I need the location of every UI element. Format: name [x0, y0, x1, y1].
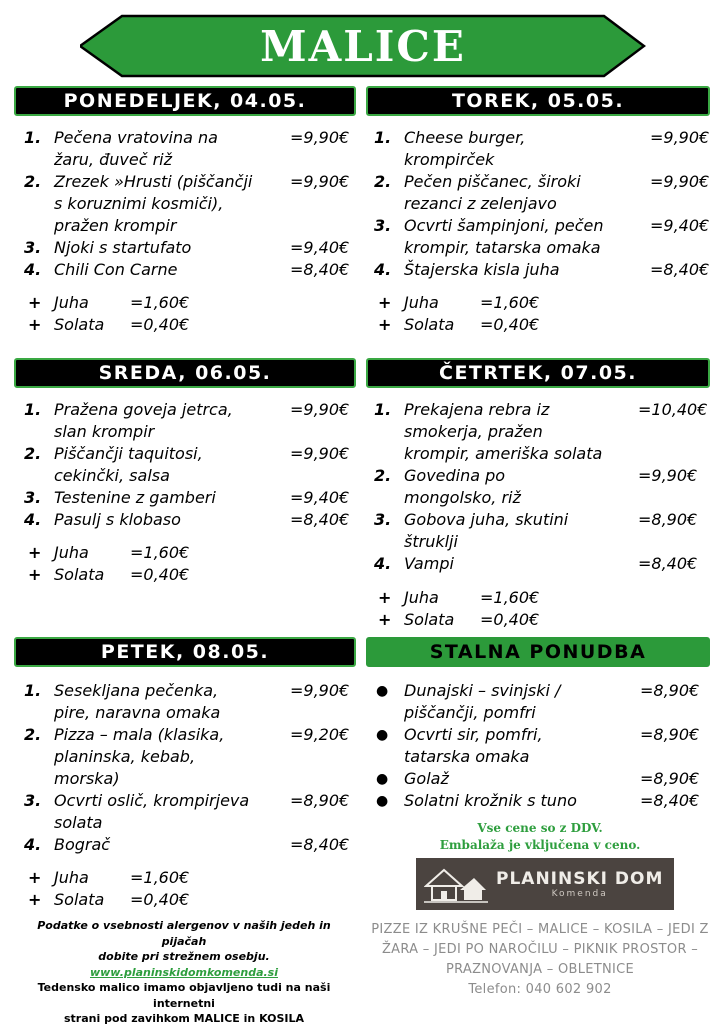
day-header-thursday: ČETRTEK, 07.05. — [366, 358, 710, 388]
item-number: 2. — [374, 172, 392, 191]
day-header-friday: PETEK, 08.05. — [14, 637, 356, 667]
item-name-line: Piščančji taquitosi, — [54, 444, 203, 463]
extra-item — [24, 889, 224, 911]
item-price: =8,90€ — [640, 769, 700, 788]
item-number: 3. — [374, 216, 392, 235]
item-name-line: solata — [54, 813, 103, 832]
item-number: 4. — [24, 260, 42, 279]
menu-item — [24, 790, 356, 834]
extra-item — [24, 564, 224, 586]
planinski-dom-logo — [416, 858, 674, 910]
item-price: =9,90€ — [290, 128, 350, 147]
item-number: 4. — [24, 510, 42, 529]
item-name-line: s koruznimi kosmiči), — [54, 194, 224, 213]
item-price: =10,40€ — [638, 400, 708, 419]
allergen-line-3: Tedensko malico imamo objavljeno tudi na naši internetni — [37, 981, 331, 1010]
allergen-line-1: Podatke o vsebnosti alergenov v naših jedeh in pijačah — [37, 919, 331, 948]
services-info — [370, 920, 710, 1000]
extra-item — [374, 292, 574, 314]
wednesday-menu — [24, 399, 356, 531]
vat-note: Vse cene so z DDV. — [477, 821, 603, 835]
extra-name: Juha — [404, 588, 439, 607]
extra-price: =1,60€ — [130, 543, 190, 562]
item-name-line: Njoki s startufato — [54, 238, 192, 257]
item-price: =9,90€ — [650, 128, 710, 147]
item-name-line: Cheese burger, — [404, 128, 526, 147]
item-name-line: slan krompir — [54, 422, 155, 441]
item-number: 1. — [24, 400, 42, 419]
item-price: =9,40€ — [290, 488, 350, 507]
friday-menu — [24, 680, 356, 856]
logo-name: PLANINSKI DOM — [496, 869, 664, 889]
extra-price: =1,60€ — [130, 293, 190, 312]
item-name-line: Testenine z gamberi — [54, 488, 216, 507]
monday-menu — [24, 127, 356, 281]
item-name-line: morska) — [54, 769, 120, 788]
item-name-line: Pečena vratovina na — [54, 128, 218, 147]
item-name-line: Ocvrti oslič, krompirjeva — [54, 791, 250, 810]
item-name-line: Pražena goveja jetrca, — [54, 400, 233, 419]
item-price: =9,40€ — [650, 216, 710, 235]
item-name-line: štruklji — [404, 532, 458, 551]
extra-item — [374, 314, 574, 336]
item-name-line: Gobova juha, skutini — [404, 510, 569, 529]
friday-extras — [24, 867, 224, 911]
plus-sign: + — [378, 315, 392, 334]
menu-item — [374, 790, 708, 812]
item-number: 1. — [24, 128, 42, 147]
menu-item — [374, 724, 708, 768]
allergen-line-2: dobite pri strežnem osebju. — [98, 950, 270, 963]
item-name-line: krompir, ameriška solata — [404, 444, 603, 463]
menu-item — [24, 443, 356, 487]
item-number: 2. — [374, 466, 392, 485]
extra-price: =0,40€ — [130, 315, 190, 334]
extra-item — [374, 609, 574, 631]
allergen-line-4: strani pod zavihkom MALICE in KOSILA — [63, 1012, 304, 1024]
house-icon — [424, 864, 488, 904]
item-name-line: pire, naravna omaka — [54, 703, 221, 722]
thursday-menu — [374, 399, 708, 575]
item-name-line: Sesekljana pečenka, — [54, 681, 219, 700]
monday-extras — [24, 292, 224, 336]
plus-sign: + — [378, 293, 392, 312]
item-name-line: smokerja, pražen — [404, 422, 543, 441]
extra-name: Juha — [54, 543, 89, 562]
extra-price: =1,60€ — [480, 588, 540, 607]
item-price: =8,40€ — [640, 791, 700, 810]
item-price: =8,90€ — [640, 725, 700, 744]
item-name-line: Solatni krožnik s tuno — [404, 791, 577, 810]
plus-sign: + — [28, 890, 42, 909]
wednesday-extras — [24, 542, 224, 586]
permanent-offer-menu — [374, 680, 708, 812]
item-number: 2. — [24, 172, 42, 191]
item-price: =9,90€ — [650, 172, 710, 191]
item-name-line: Vampi — [404, 554, 454, 573]
title-banner — [80, 14, 646, 78]
extra-name: Solata — [54, 315, 105, 334]
item-name-line: krompirček — [404, 150, 495, 169]
item-price: =8,40€ — [290, 260, 350, 279]
menu-item — [374, 259, 708, 281]
item-number: 2. — [24, 444, 42, 463]
item-price: =9,90€ — [638, 466, 698, 485]
extra-name: Juha — [404, 293, 439, 312]
item-number: 3. — [374, 510, 392, 529]
extra-name: Solata — [54, 890, 105, 909]
menu-item — [374, 509, 708, 553]
menu-item — [24, 399, 356, 443]
item-number: 2. — [24, 725, 42, 744]
item-name-line: žaru, đuveč riž — [54, 150, 173, 169]
extra-price: =1,60€ — [130, 868, 190, 887]
extra-price: =0,40€ — [130, 890, 190, 909]
extra-item — [24, 867, 224, 889]
menu-item — [24, 127, 356, 171]
extra-name: Solata — [404, 610, 455, 629]
item-name-line: pražen krompir — [54, 216, 177, 235]
plus-sign: + — [28, 543, 42, 562]
menu-item — [374, 680, 708, 724]
item-name-line: Pizza – mala (klasika, — [54, 725, 225, 744]
item-price: =9,90€ — [290, 681, 350, 700]
plus-sign: + — [378, 610, 392, 629]
item-price: =8,40€ — [290, 835, 350, 854]
menu-item — [374, 171, 708, 215]
bullet-marker: ● — [376, 727, 389, 743]
bullet-marker: ● — [376, 793, 389, 809]
day-header-monday: PONEDELJEK, 04.05. — [14, 86, 356, 116]
menu-item — [24, 680, 356, 724]
menu-item — [24, 834, 356, 856]
item-number: 4. — [374, 554, 392, 573]
plus-sign: + — [28, 565, 42, 584]
item-price: =9,40€ — [290, 238, 350, 257]
extra-name: Solata — [54, 565, 105, 584]
item-name-line: piščančji, pomfri — [404, 703, 536, 722]
item-number: 4. — [24, 835, 42, 854]
menu-item — [24, 487, 356, 509]
item-price: =8,90€ — [640, 681, 700, 700]
item-price: =9,90€ — [290, 172, 350, 191]
item-name-line: mongolsko, riž — [404, 488, 521, 507]
extra-name: Juha — [54, 293, 89, 312]
item-number: 1. — [374, 128, 392, 147]
item-name-line: tatarska omaka — [404, 747, 530, 766]
menu-item — [24, 724, 356, 790]
item-name-line: planinska, kebab, — [54, 747, 196, 766]
menu-item — [24, 509, 356, 531]
item-name-line: Bograč — [54, 835, 111, 854]
extra-name: Juha — [54, 868, 89, 887]
menu-item — [374, 465, 708, 509]
item-price: =8,40€ — [290, 510, 350, 529]
extra-item — [24, 542, 224, 564]
item-name-line: Zrezek »Hrusti (piščančji — [54, 172, 253, 191]
item-name-line: Pečen piščanec, široki — [404, 172, 581, 191]
extra-price: =0,40€ — [130, 565, 190, 584]
extra-item — [24, 292, 224, 314]
extra-price: =0,40€ — [480, 610, 540, 629]
item-name-line: Chili Con Carne — [54, 260, 178, 279]
extra-price: =1,60€ — [480, 293, 540, 312]
services-line-3: PRAZNOVANJA – OBLETNICE — [445, 962, 635, 977]
item-price: =9,20€ — [290, 725, 350, 744]
item-number: 4. — [374, 260, 392, 279]
menu-item — [374, 768, 708, 790]
day-header-wednesday: SREDA, 06.05. — [14, 358, 356, 388]
item-price: =8,90€ — [638, 510, 698, 529]
plus-sign: + — [378, 588, 392, 607]
extra-price: =0,40€ — [480, 315, 540, 334]
phone-number: Telefon: 040 602 902 — [468, 982, 612, 997]
item-number: 1. — [374, 400, 392, 419]
price-notes — [372, 820, 708, 854]
item-number: 3. — [24, 488, 42, 507]
plus-sign: + — [28, 293, 42, 312]
menu-item — [374, 553, 708, 575]
services-line-1: PIZZE IZ KRUŠNE PEČI – MALICE – KOSILA – JEDI Z — [371, 922, 709, 937]
menu-item — [24, 237, 356, 259]
allergen-info — [14, 918, 354, 1024]
extra-item — [374, 587, 574, 609]
menu-item — [374, 127, 708, 171]
website-link[interactable]: www.planinskidomkomenda.si — [89, 965, 278, 979]
item-name-line: Golaž — [404, 769, 449, 788]
item-price: =8,90€ — [290, 791, 350, 810]
menu-item — [24, 259, 356, 281]
item-name-line: Prekajena rebra iz — [404, 400, 550, 419]
tuesday-menu — [374, 127, 708, 281]
page-title: MALICE — [260, 21, 466, 71]
item-name-line: Govedina po — [404, 466, 506, 485]
extra-item — [24, 314, 224, 336]
day-header-tuesday: TOREK, 05.05. — [366, 86, 710, 116]
item-name-line: Dunajski – svinjski / — [404, 681, 561, 700]
item-number: 3. — [24, 238, 42, 257]
item-name-line: krompir, tatarska omaka — [404, 238, 601, 257]
item-name-line: rezanci z zelenjavo — [404, 194, 557, 213]
tuesday-extras — [374, 292, 574, 336]
thursday-extras — [374, 587, 574, 631]
item-name-line: Štajerska kisla juha — [404, 260, 560, 279]
bullet-marker: ● — [376, 771, 389, 787]
menu-item — [24, 171, 356, 237]
item-name-line: cekinčki, salsa — [54, 466, 170, 485]
item-name-line: Ocvrti sir, pomfri, — [404, 725, 543, 744]
plus-sign: + — [28, 315, 42, 334]
item-price: =9,90€ — [290, 400, 350, 419]
bullet-marker: ● — [376, 683, 389, 699]
plus-sign: + — [28, 868, 42, 887]
menu-item — [374, 399, 708, 465]
item-price: =9,90€ — [290, 444, 350, 463]
packaging-note: Embalaža je vključena v ceno. — [439, 838, 641, 852]
item-number: 1. — [24, 681, 42, 700]
item-name-line: Ocvrti šampinjoni, pečen — [404, 216, 604, 235]
logo-subtitle: Komenda — [551, 889, 608, 899]
extra-name: Solata — [404, 315, 455, 334]
item-price: =8,40€ — [650, 260, 710, 279]
services-line-2: ŽARA – JEDI PO NAROČILU – PIKNIK PROSTOR – — [381, 942, 699, 957]
item-price: =8,40€ — [638, 554, 698, 573]
item-name-line: Pasulj s klobaso — [54, 510, 181, 529]
menu-item — [374, 215, 708, 259]
permanent-offer-header: STALNA PONUDBA — [366, 637, 710, 667]
item-number: 3. — [24, 791, 42, 810]
